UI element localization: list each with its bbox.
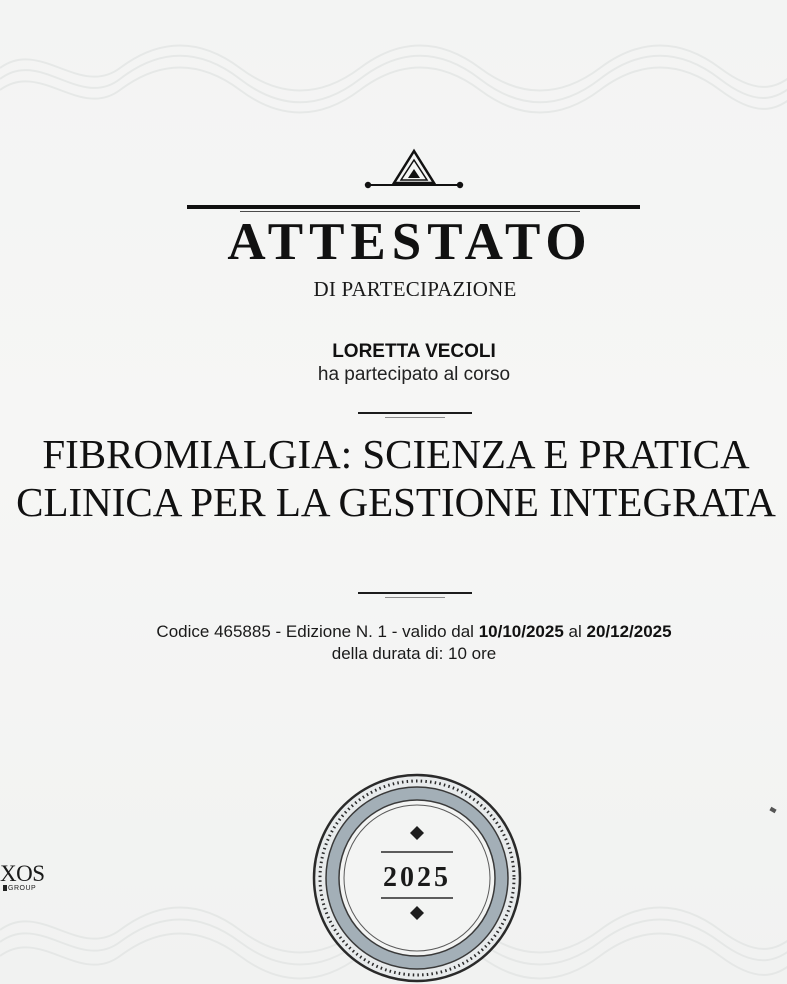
divider-lower: [358, 592, 472, 594]
title-top-rule: [187, 205, 640, 209]
decorative-top-band: [0, 38, 787, 120]
date-from: 10/10/2025: [478, 622, 564, 641]
date-separator: al: [568, 622, 582, 641]
triangle-ornament-icon: [362, 147, 466, 195]
title-top-thin-rule: [240, 211, 580, 212]
divider-lower-thin: [385, 597, 445, 598]
course-details: [0, 621, 787, 665]
date-to: 20/12/2025: [586, 622, 672, 641]
organization-logo: [0, 861, 46, 901]
course-title-line-2: CLINICA PER LA GESTIONE INTEGRATA: [16, 479, 776, 525]
course-code-label: Codice 465885 - Edizione N. 1 - valido dal: [156, 622, 474, 641]
participation-text: ha partecipato al corso: [317, 364, 511, 385]
course-code-line: [0, 621, 787, 643]
course-title-line-1: FIBROMIALGIA: SCIENZA E PRATICA: [42, 431, 750, 477]
paper-mark: [769, 807, 776, 813]
certificate-subtitle: DI PARTECIPAZIONE: [313, 277, 517, 301]
logo-sub-text: GROUP: [3, 885, 36, 892]
participant-name: LORETTA VECOLI: [332, 341, 496, 362]
divider-upper: [358, 412, 472, 414]
course-title: [0, 430, 787, 526]
divider-upper-thin: [385, 417, 445, 418]
seal-year: 2025: [383, 862, 451, 893]
course-duration: della durata di: 10 ore: [331, 644, 497, 663]
logo-main-text: XOS: [0, 861, 45, 886]
certificate-title: ATTESTATO: [227, 213, 593, 271]
